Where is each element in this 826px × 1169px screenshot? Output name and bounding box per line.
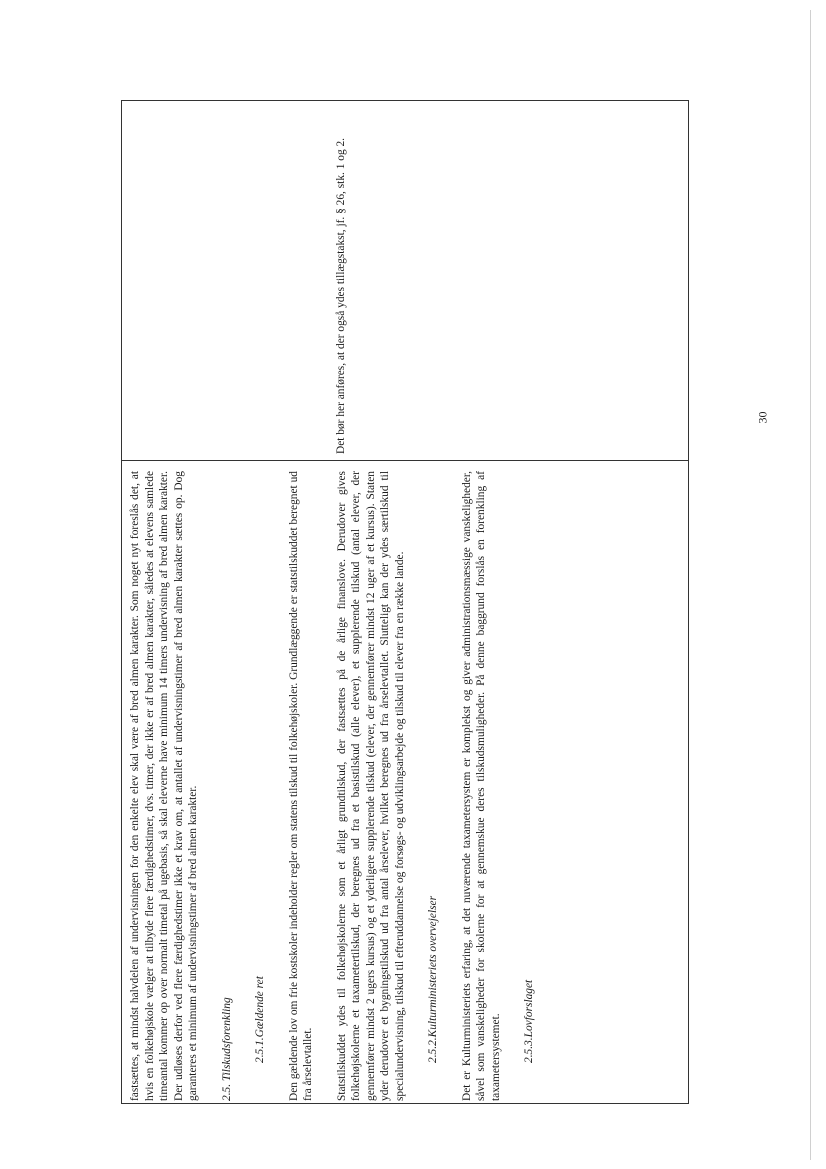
right-column-text xyxy=(334,114,414,454)
intro-paragraph: fastsættes, at mindst halvdelen af undervisningen for den enkelte elev skal være af bred almen karakter. Som noget nyt foreslås det, at hvis en folkehøjskole vælger at tilbyde flere færdighedstimer, dvs. timer, der ikke er af bred almen karakter, således at elevens samlede timeantal kommer op over normalt timetal på ugebasis, så skal eleverne have minimum 14 timers undervisning af bred almen karakter. Der udløses derfor ved flere færdighedstimer ikke et krav om, at antallet af undervisningstimer af bred almen karakter sættes op. Dog garanteres et minimum af undervisningstimer af bred almen karakter. xyxy=(129,471,199,1101)
paragraph-2-5-2: Det er Kulturministeriets erfaring, at det nuværende taxametersystem er komplekst og giver administrationsmæssige vanskeligheder, såvel som vanskeligheder for skolerne for at gennemskue deres tilskudsmuligheder. På denne baggrund forslås en forenkling af taxametersystemet. xyxy=(460,471,502,1101)
section-heading-2-5-2: 2.5.2.Kulturministeriets overvejelser xyxy=(427,895,439,1063)
paragraph-2-5-1-a: Den gældende lov om frie kostskoler indeholder regler om statens tilskud til folkehøjskoler. Grundlæggende er statstilskuddet beregnet ud fra årselevtallet. xyxy=(287,471,314,1101)
section-heading-2-5-1: 2.5.1.Gældende ret xyxy=(254,976,266,1063)
section-heading-2-5-3: 2.5.3.Lovforslaget xyxy=(523,979,535,1063)
section-heading-2-5: 2.5. Tilskudsforenkling xyxy=(220,997,233,1101)
paragraph-2-5-1-b: Statstilskuddet ydes til folkehøjskolerne som et årligt grundtilskud, der fastsættes på de årlige finanslove. Derudover gives folkehøjskolerne et taxametertilskud, der beregnes ud fra et basistilskud (alle elever), et supplerende tilskud (antal elever, der gennemfører mindst 2 ugers kursus) og et yderligere supplerende tilskud (elever, der gennemfører mindst 12 uger af et kursus). Staten yder derudover et bygningstilskud ud fra antal årselever, hvilket beregnes ud fra årselevtallet. Slutteligt kan der ydes særtilskud til specialundervisning, tilskud til efteruddannelse og forsøgs- og udviklingsarbejde og tilskud til elever fra en række lande. xyxy=(335,471,406,1101)
review-comment: Det bør her anføres, at der også ydes tillægstakst, jf. § 26, stk. 1 og 2. xyxy=(335,137,347,454)
page-number: 30 xyxy=(755,411,770,424)
column-divider xyxy=(122,460,688,461)
page-edge xyxy=(810,10,811,1160)
comment-table xyxy=(121,100,689,1104)
left-column-text xyxy=(128,471,688,1101)
